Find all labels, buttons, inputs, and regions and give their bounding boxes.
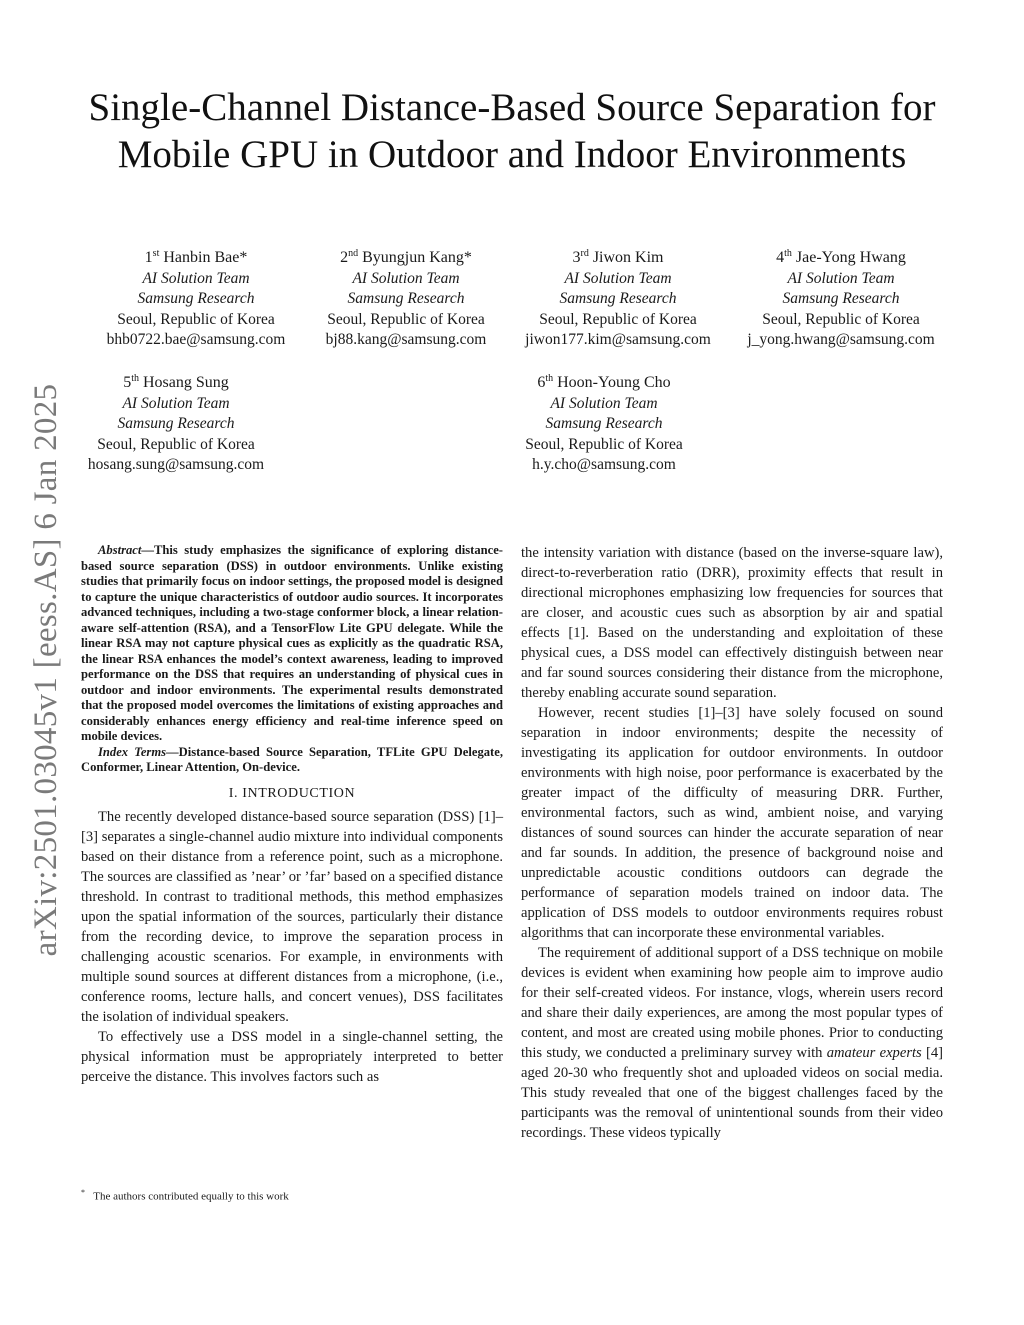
abstract [81, 543, 503, 745]
author-3: 3rd Jiwon Kim AI Solution Team Samsung Research Seoul, Republic of Korea jiwon177.kim@samsung.com [513, 248, 723, 351]
author-name: Hanbin Bae* [163, 249, 248, 266]
intro-paragraph: The recently developed distance-based source separation (DSS) [1]–[3] separates a single-channel audio mixture into individual components based on their distance from a reference point, such as a microphone. The sources are classified as ’near’ or ’far’ based on a specified distance threshold. In contrast to traditional methods, this method emphasizes upon the spatial information of the sources, particularly their distance from the recording device, to improve the separation process in challenging acoustic scenarios. For example, in environments with multiple sound sources at different distances from a microphone, (i.e., conference rooms, lecture halls, and concert venues), DSS facilitates the isolation of individual speakers. [81, 808, 503, 1025]
left-column [81, 543, 503, 1087]
body-paragraph: The requirement of additional support of a DSS technique on mobile devices is evident when examining how people aim to improve audio for their self-created videos. For instance, vlogs, wherein users record and share their daily experiences, are among the most popular types of content, and most are created using mobile phones. Prior to conducting this study, we conducted a preliminary survey with amateur experts [4] aged 20-30 who frequently shot and uploaded videos on social media. This study revealed that one of the biggest challenges faced by the participants was the removal of unintentional sounds from their video recordings. These videos typically [521, 945, 944, 1141]
footnote [81, 1186, 503, 1204]
author-5: 5th Hosang Sung AI Solution Team Samsung Research Seoul, Republic of Korea hosang.sung@samsung.com [74, 373, 278, 476]
index-terms-label: Index Terms [98, 744, 167, 759]
author-2: 2nd Byungjun Kang* AI Solution Team Samsung Research Seoul, Republic of Korea bj88.kang@samsung.com [306, 248, 506, 351]
author-team: AI Solution Team [564, 269, 672, 287]
author-location: Seoul, Republic of Korea [539, 310, 697, 328]
author-org: Samsung Research [117, 415, 235, 433]
author-team: AI Solution Team [122, 394, 230, 412]
author-email: h.y.cho@samsung.com [532, 456, 676, 474]
author-org: Samsung Research [137, 290, 255, 308]
author-email: bhb0722.bae@samsung.com [106, 331, 286, 349]
author-4: 4th Jae-Yong Hwang AI Solution Team Samsung Research Seoul, Republic of Korea j_yong.hwang@samsung.com [734, 248, 948, 351]
intro-paragraph: To effectively use a DSS model in a single-channel setting, the physical information must be appropriately interpreted to better perceive the distance. This involves factors such as [81, 1028, 503, 1085]
author-6: 6th Hoon-Young Cho AI Solution Team Samsung Research Seoul, Republic of Korea h.y.cho@samsung.com [505, 373, 703, 476]
author-team: AI Solution Team [550, 394, 658, 412]
author-location: Seoul, Republic of Korea [97, 435, 255, 453]
author-org: Samsung Research [559, 290, 677, 308]
footnote-mark: * [81, 1188, 85, 1197]
section-heading: I. INTRODUCTION [228, 785, 356, 801]
author-team: AI Solution Team [787, 269, 895, 287]
index-terms-text: —Distance-based Source Separation, TFLite GPU Delegate, Conformer, Linear Attention, On-device. [81, 744, 503, 774]
author-email: hosang.sung@samsung.com [87, 456, 265, 474]
author-name: Byungjun Kang* [362, 249, 472, 266]
author-location: Seoul, Republic of Korea [117, 310, 275, 328]
author-email: bj88.kang@samsung.com [325, 331, 487, 349]
body-paragraph: However, recent studies [1]–[3] have solely focused on sound separation in indoor environments; despite the necessity of investigating its application for outdoor environments. In outdoor environments with high noise, poor performance is exacerbated by the greater impact of the difficulty of measuring DRR. Further, environmental factors, such as wind, ambient noise, and varying distances of sound sources can hinder the accurate separation of near and far sounds. In addition, the presence of background noise and unpredictable acoustic conditions outdoors can degrade the performance of separation models trained on indoor data. The application of DSS models to outdoor environments requires robust algorithms that can incorporate these environmental variables. [521, 705, 943, 941]
author-location: Seoul, Republic of Korea [762, 310, 920, 328]
author-name: Jae-Yong Hwang [795, 249, 906, 266]
abstract-text: —This study emphasizes the significance of exploring distance-based source separation (DSS) in outdoor environments. Unlike existing studies that primarily focus on indoor settings, the proposed model is designed to capture the unique characteristics of outdoor audio sources. It incorporates advanced techniques, including a two-stage conformer block, a linear relation-aware self-attention (RSA), and a TensorFlow Lite GPU delegate. While the linear RSA may not capture physical cues as explicitly as the quadratic RSA, the linear RSA enhances the model’s context awareness, leading to improved performance on the DSS that requires an understanding of physical cues in outdoor and indoor environments. The experimental results demonstrated that the proposed model overcomes the limitations of existing approaches and considerably enhances energy efficiency and real-time inference speed on mobile devices. [81, 543, 503, 743]
author-email: j_yong.hwang@samsung.com [747, 331, 935, 349]
paper-title: Single-Channel Distance-Based Source Separation for Mobile GPU in Outdoor and Indoor Environments [88, 86, 936, 176]
body-paragraph: the intensity variation with distance (based on the inverse-square law), direct-to-reverberation ratio (DRR), proximity effects that result in directional microphones emphasizing low frequencies for sources that are closer, and acoustic cues such as absorption by air and spatial effects [1]. Based on the understanding and exploitation of these physical cues, a DSS model can effectively distinguish between near and far sound sources considering their distance from the microphone, thereby enabling accurate sound separation. [521, 545, 943, 701]
author-team: AI Solution Team [352, 269, 460, 287]
author-location: Seoul, Republic of Korea [525, 435, 683, 453]
author-1: 1st Hanbin Bae* AI Solution Team Samsung Research Seoul, Republic of Korea bhb0722.bae@samsung.com [96, 248, 296, 351]
index-terms [81, 745, 503, 776]
footnote-text: The authors contributed equally to this work [93, 1190, 289, 1203]
author-org: Samsung Research [545, 415, 663, 433]
arxiv-stamp-text: arXiv:2501.03045v1 [eess.AS] 6 Jan 2025 [28, 383, 64, 957]
arxiv-stamp [16, 360, 76, 980]
emphasis-text: amateur experts [826, 1045, 922, 1061]
author-name: Jiwon Kim [592, 249, 664, 266]
author-location: Seoul, Republic of Korea [327, 310, 485, 328]
author-name: Hosang Sung [143, 374, 229, 391]
abstract-label: Abstract [98, 543, 142, 557]
author-org: Samsung Research [782, 290, 900, 308]
right-column [521, 543, 943, 1143]
author-email: jiwon177.kim@samsung.com [525, 331, 711, 349]
author-name: Hoon-Young Cho [557, 374, 671, 391]
author-team: AI Solution Team [142, 269, 250, 287]
author-org: Samsung Research [347, 290, 465, 308]
